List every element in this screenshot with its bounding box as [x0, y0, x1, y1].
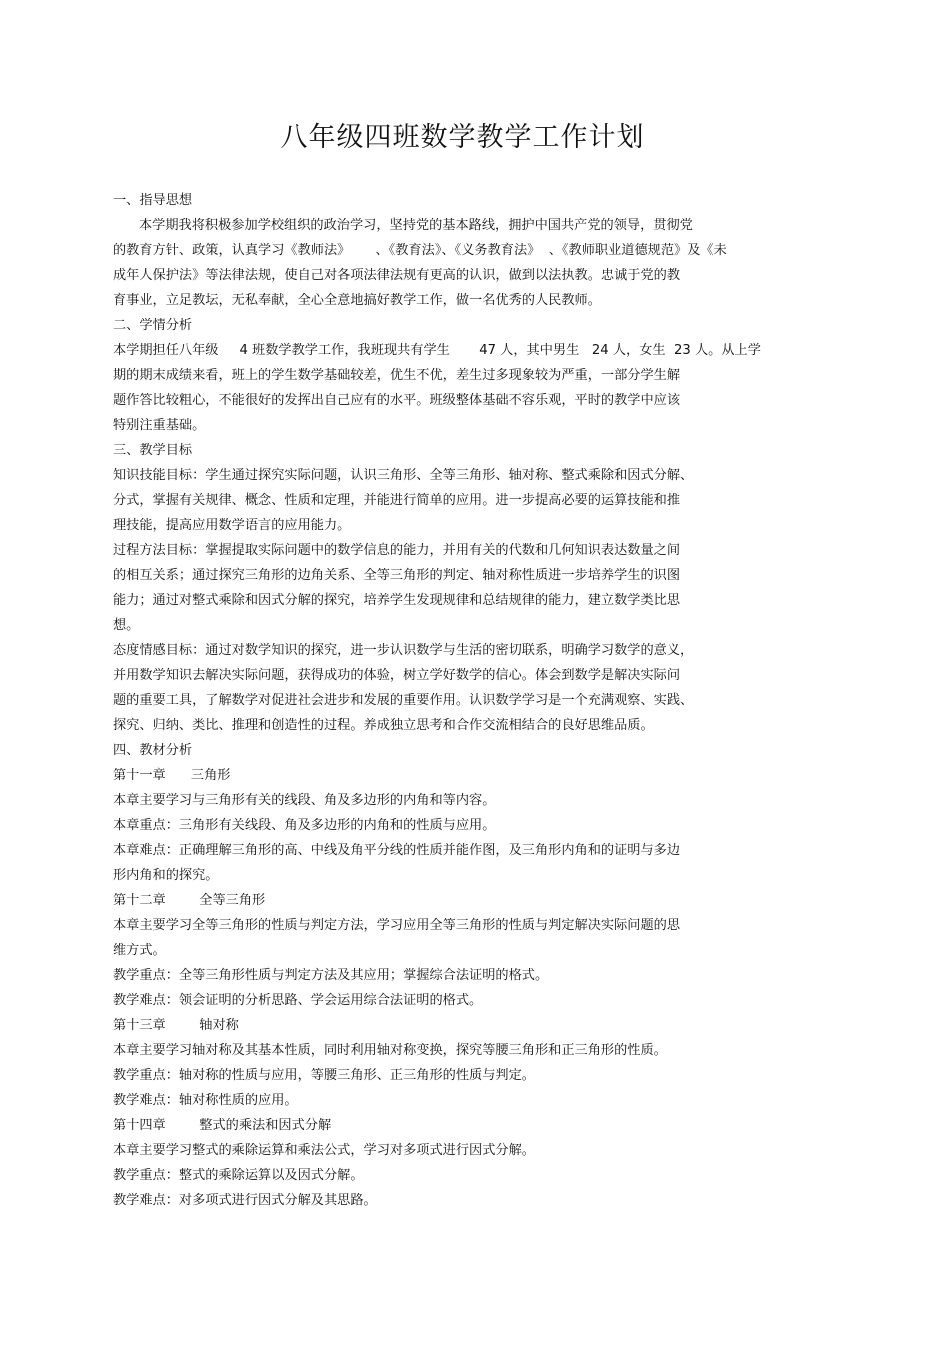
paragraph-line: 教学难点：领会证明的分析思路、学会运用综合法证明的格式。 [113, 993, 483, 1008]
paragraph-line: 本章主要学习轴对称及其基本性质，同时利用轴对称变换，探究等腰三角形和正三角形的性质。 [113, 1043, 667, 1058]
paragraph-line: 的相互关系；通过探究三角形的边角关系、全等三角形的判定、轴对称性质进一步培养学生的识图 [113, 568, 681, 583]
paragraph-line: 探究、归纳、类比、推理和创造性的过程。养成独立思考和合作交流相结合的良好思维品质。 [113, 718, 654, 733]
paragraph-line: 教学重点：轴对称的性质与应用，等腰三角形、正三角形的性质与判定。 [113, 1068, 535, 1083]
section-heading-student-analysis: 二、学情分析 [113, 318, 193, 333]
paragraph-line: 教学难点：对多项式进行因式分解及其思路。 [113, 1193, 377, 1208]
paragraph-line: 成年人保护法》等法律法规，使自己对各项法律法规有更高的认识，做到以法执教。忠诚于党的教 [113, 268, 681, 283]
paragraph-line: 特别注重基础。 [113, 418, 206, 433]
document-title: 八年级四班数学教学工作计划 [280, 122, 645, 153]
paragraph-line: 想。 [113, 618, 140, 633]
paragraph-line: 过程方法目标：掌握提取实际问题中的数学信息的能力，并用有关的代数和几何知识表达数量之间 [113, 543, 681, 558]
chapter-heading: 第十二章 全等三角形 [113, 893, 266, 908]
paragraph-line: 本章重点：三角形有关线段、角及多边形的内角和的性质与应用。 [113, 818, 496, 833]
chapter-heading: 第十四章 整式的乘法和因式分解 [113, 1118, 332, 1133]
paragraph-line: 教学重点：全等三角形性质与判定方法及其应用；掌握综合法证明的格式。 [113, 968, 549, 983]
paragraph-line: 本章主要学习全等三角形的性质与判定方法，学习应用全等三角形的性质与判定解决实际问题的思 [113, 918, 681, 933]
paragraph-line: 的教育方针、政策，认真学习《教师法》 、《教育法》、《义务教育法》 、《教师职业道德规范》及《未 [113, 243, 727, 258]
paragraph-line: 并用数学知识去解决实际问题，获得成功的体验，树立学好数学的信心。体会到数学是解决实际问 [113, 668, 681, 683]
paragraph-line: 本章主要学习整式的乘除运算和乘法公式，学习对多项式进行因式分解。 [113, 1143, 535, 1158]
section-heading-guiding-ideology: 一、指导思想 [113, 193, 193, 208]
paragraph-line: 形内角和的探究。 [113, 868, 219, 883]
paragraph-line: 知识技能目标：学生通过探究实际问题，认识三角形、全等三角形、轴对称、整式乘除和因式分解、 [113, 468, 694, 483]
paragraph-line: 态度情感目标：通过对数学知识的探究，进一步认识数学与生活的密切联系，明确学习数学的意义， [113, 643, 694, 658]
paragraph-line: 育事业，立足教坛，无私奉献，全心全意地搞好教学工作，做一名优秀的人民教师。 [113, 293, 601, 308]
paragraph-line: 期的期末成绩来看，班上的学生数学基础较差，优生不优，差生过多现象较为严重，一部分学生解 [113, 368, 681, 383]
chapter-heading: 第十一章 三角形 [113, 768, 231, 783]
paragraph-line: 教学难点：轴对称性质的应用。 [113, 1093, 298, 1108]
paragraph-line: 分式，掌握有关规律、概念、性质和定理，并能进行简单的应用。进一步提高必要的运算技能和推 [113, 493, 681, 508]
paragraph-line: 本学期我将积极参加学校组织的政治学习，坚持党的基本路线，拥护中国共产党的领导，贯彻党 [139, 218, 693, 233]
section-heading-teaching-goals: 三、教学目标 [113, 443, 193, 458]
paragraph-line: 本学期担任八年级 4 班数学教学工作，我班现共有学生 47 人，其中男生 24 人，女生 23 人。从上学 [113, 343, 761, 358]
paragraph-line: 教学重点：整式的乘除运算以及因式分解。 [113, 1168, 364, 1183]
paragraph-line: 题的重要工具，了解数学对促进社会进步和发展的重要作用。认识数学学习是一个充满观察、实践、 [113, 693, 694, 708]
paragraph-line: 理技能，提高应用数学语言的应用能力。 [113, 518, 351, 533]
paragraph-line: 本章难点：正确理解三角形的高、中线及角平分线的性质并能作图，及三角形内角和的证明与多边 [113, 843, 681, 858]
document-body [113, 188, 833, 1213]
paragraph-line: 维方式。 [113, 943, 166, 958]
paragraph-line: 能力；通过对整式乘除和因式分解的探究，培养学生发现规律和总结规律的能力，建立数学类比思 [113, 593, 681, 608]
chapter-heading: 第十三章 轴对称 [113, 1018, 239, 1033]
paragraph-line: 题作答比较粗心，不能很好的发挥出自己应有的水平。班级整体基础不容乐观，平时的教学中应该 [113, 393, 681, 408]
section-heading-textbook-analysis: 四、教材分析 [113, 743, 193, 758]
paragraph-line: 本章主要学习与三角形有关的线段、角及多边形的内角和等内容。 [113, 793, 496, 808]
